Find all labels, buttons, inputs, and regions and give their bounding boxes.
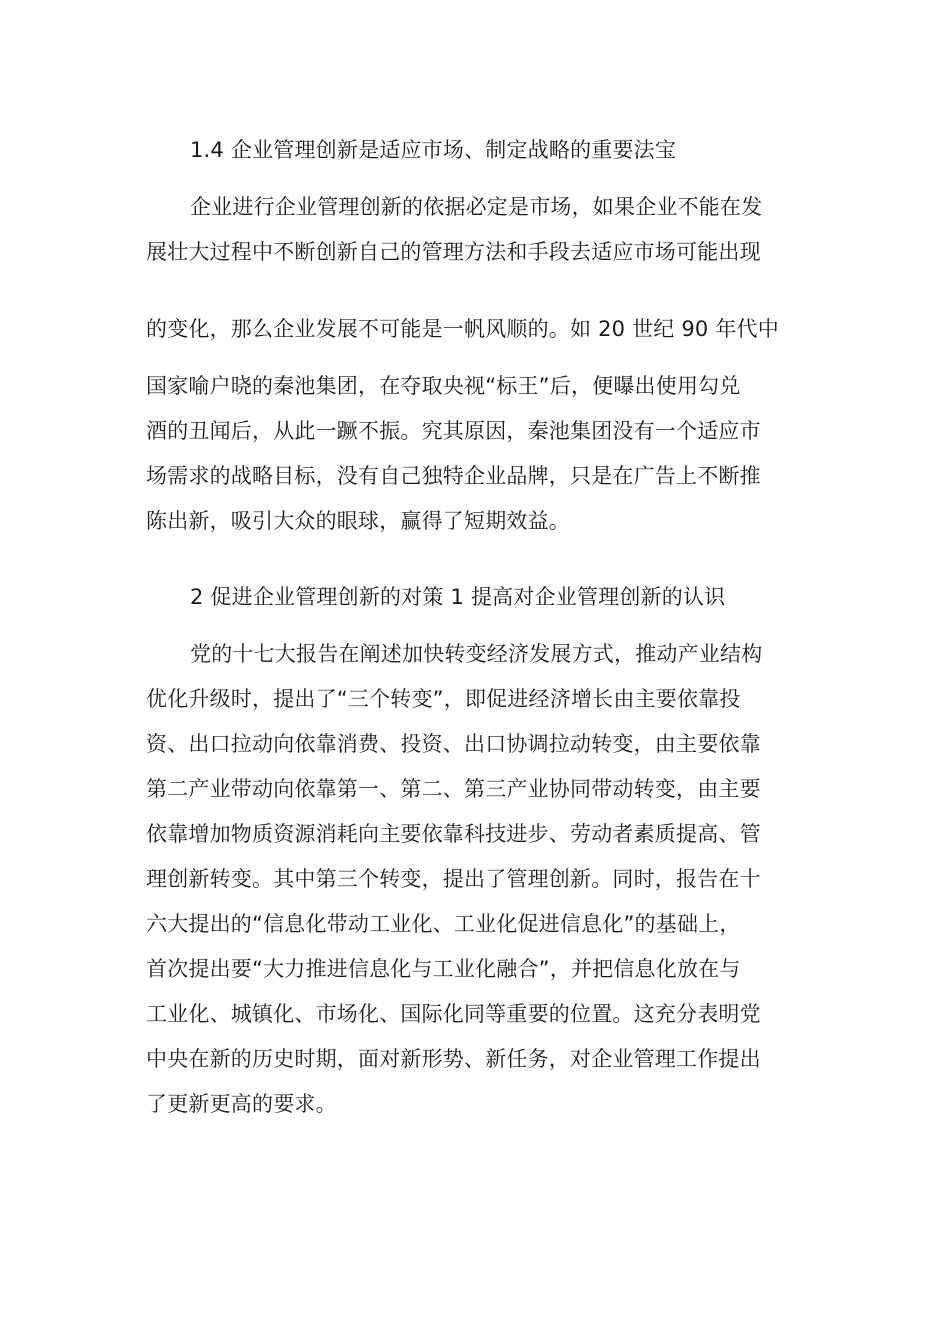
paragraph-line: 六大提出的“信息化带动工业化、工业化促进信息化”的基础上， bbox=[146, 912, 741, 936]
section-heading: 2 促进企业管理创新的对策 1 提高对企业管理创新的认识 bbox=[190, 585, 726, 609]
section-heading: 1.4 企业管理创新是适应市场、制定战略的重要法宝 bbox=[190, 138, 677, 162]
paragraph-line: 企业进行企业管理创新的依据必定是市场，如果企业不能在发 bbox=[190, 195, 763, 219]
paragraph-line: 首次提出要“大力推进信息化与工业化融合”，并把信息化放在与 bbox=[146, 957, 741, 981]
paragraph-line: 的变化，那么企业发展不可能是一帆风顺的。如 20 世纪 90 年代中 bbox=[146, 317, 779, 341]
paragraph-line: 国家喻户晓的秦池集团，在夺取央视“标王”后，便曝出使用勾兑 bbox=[146, 374, 741, 398]
paragraph-line: 工业化、城镇化、市场化、国际化同等重要的位置。这充分表明党 bbox=[146, 1002, 761, 1026]
paragraph-line: 场需求的战略目标，没有自己独特企业品牌，只是在广告上不断推 bbox=[146, 464, 761, 488]
paragraph-line: 资、出口拉动向依靠消费、投资、出口协调拉动转变，由主要依靠 bbox=[146, 732, 761, 756]
paragraph-line: 党的十七大报告在阐述加快转变经济发展方式，推动产业结构 bbox=[190, 642, 763, 666]
paragraph-line: 第二产业带动向依靠第一、第二、第三产业协同带动转变，由主要 bbox=[146, 777, 761, 801]
paragraph-line: 依靠增加物质资源消耗向主要依靠科技进步、劳动者素质提高、管 bbox=[146, 822, 761, 846]
paragraph-line: 酒的丑闻后，从此一蹶不振。究其原因，秦池集团没有一个适应市 bbox=[146, 419, 761, 443]
paragraph-line: 了更新更高的要求。 bbox=[146, 1092, 337, 1116]
paragraph-line: 优化升级时，提出了“三个转变”，即促进经济增长由主要依靠投 bbox=[146, 687, 741, 711]
paragraph-line: 展壮大过程中不断创新自己的管理方法和手段去适应市场可能出现 bbox=[146, 240, 761, 264]
paragraph-line: 陈出新，吸引大众的眼球，赢得了短期效益。 bbox=[146, 509, 570, 533]
paragraph-line: 中央在新的历史时期，面对新形势、新任务，对企业管理工作提出 bbox=[146, 1047, 761, 1071]
paragraph-line: 理创新转变。其中第三个转变，提出了管理创新。同时，报告在十 bbox=[146, 867, 761, 891]
